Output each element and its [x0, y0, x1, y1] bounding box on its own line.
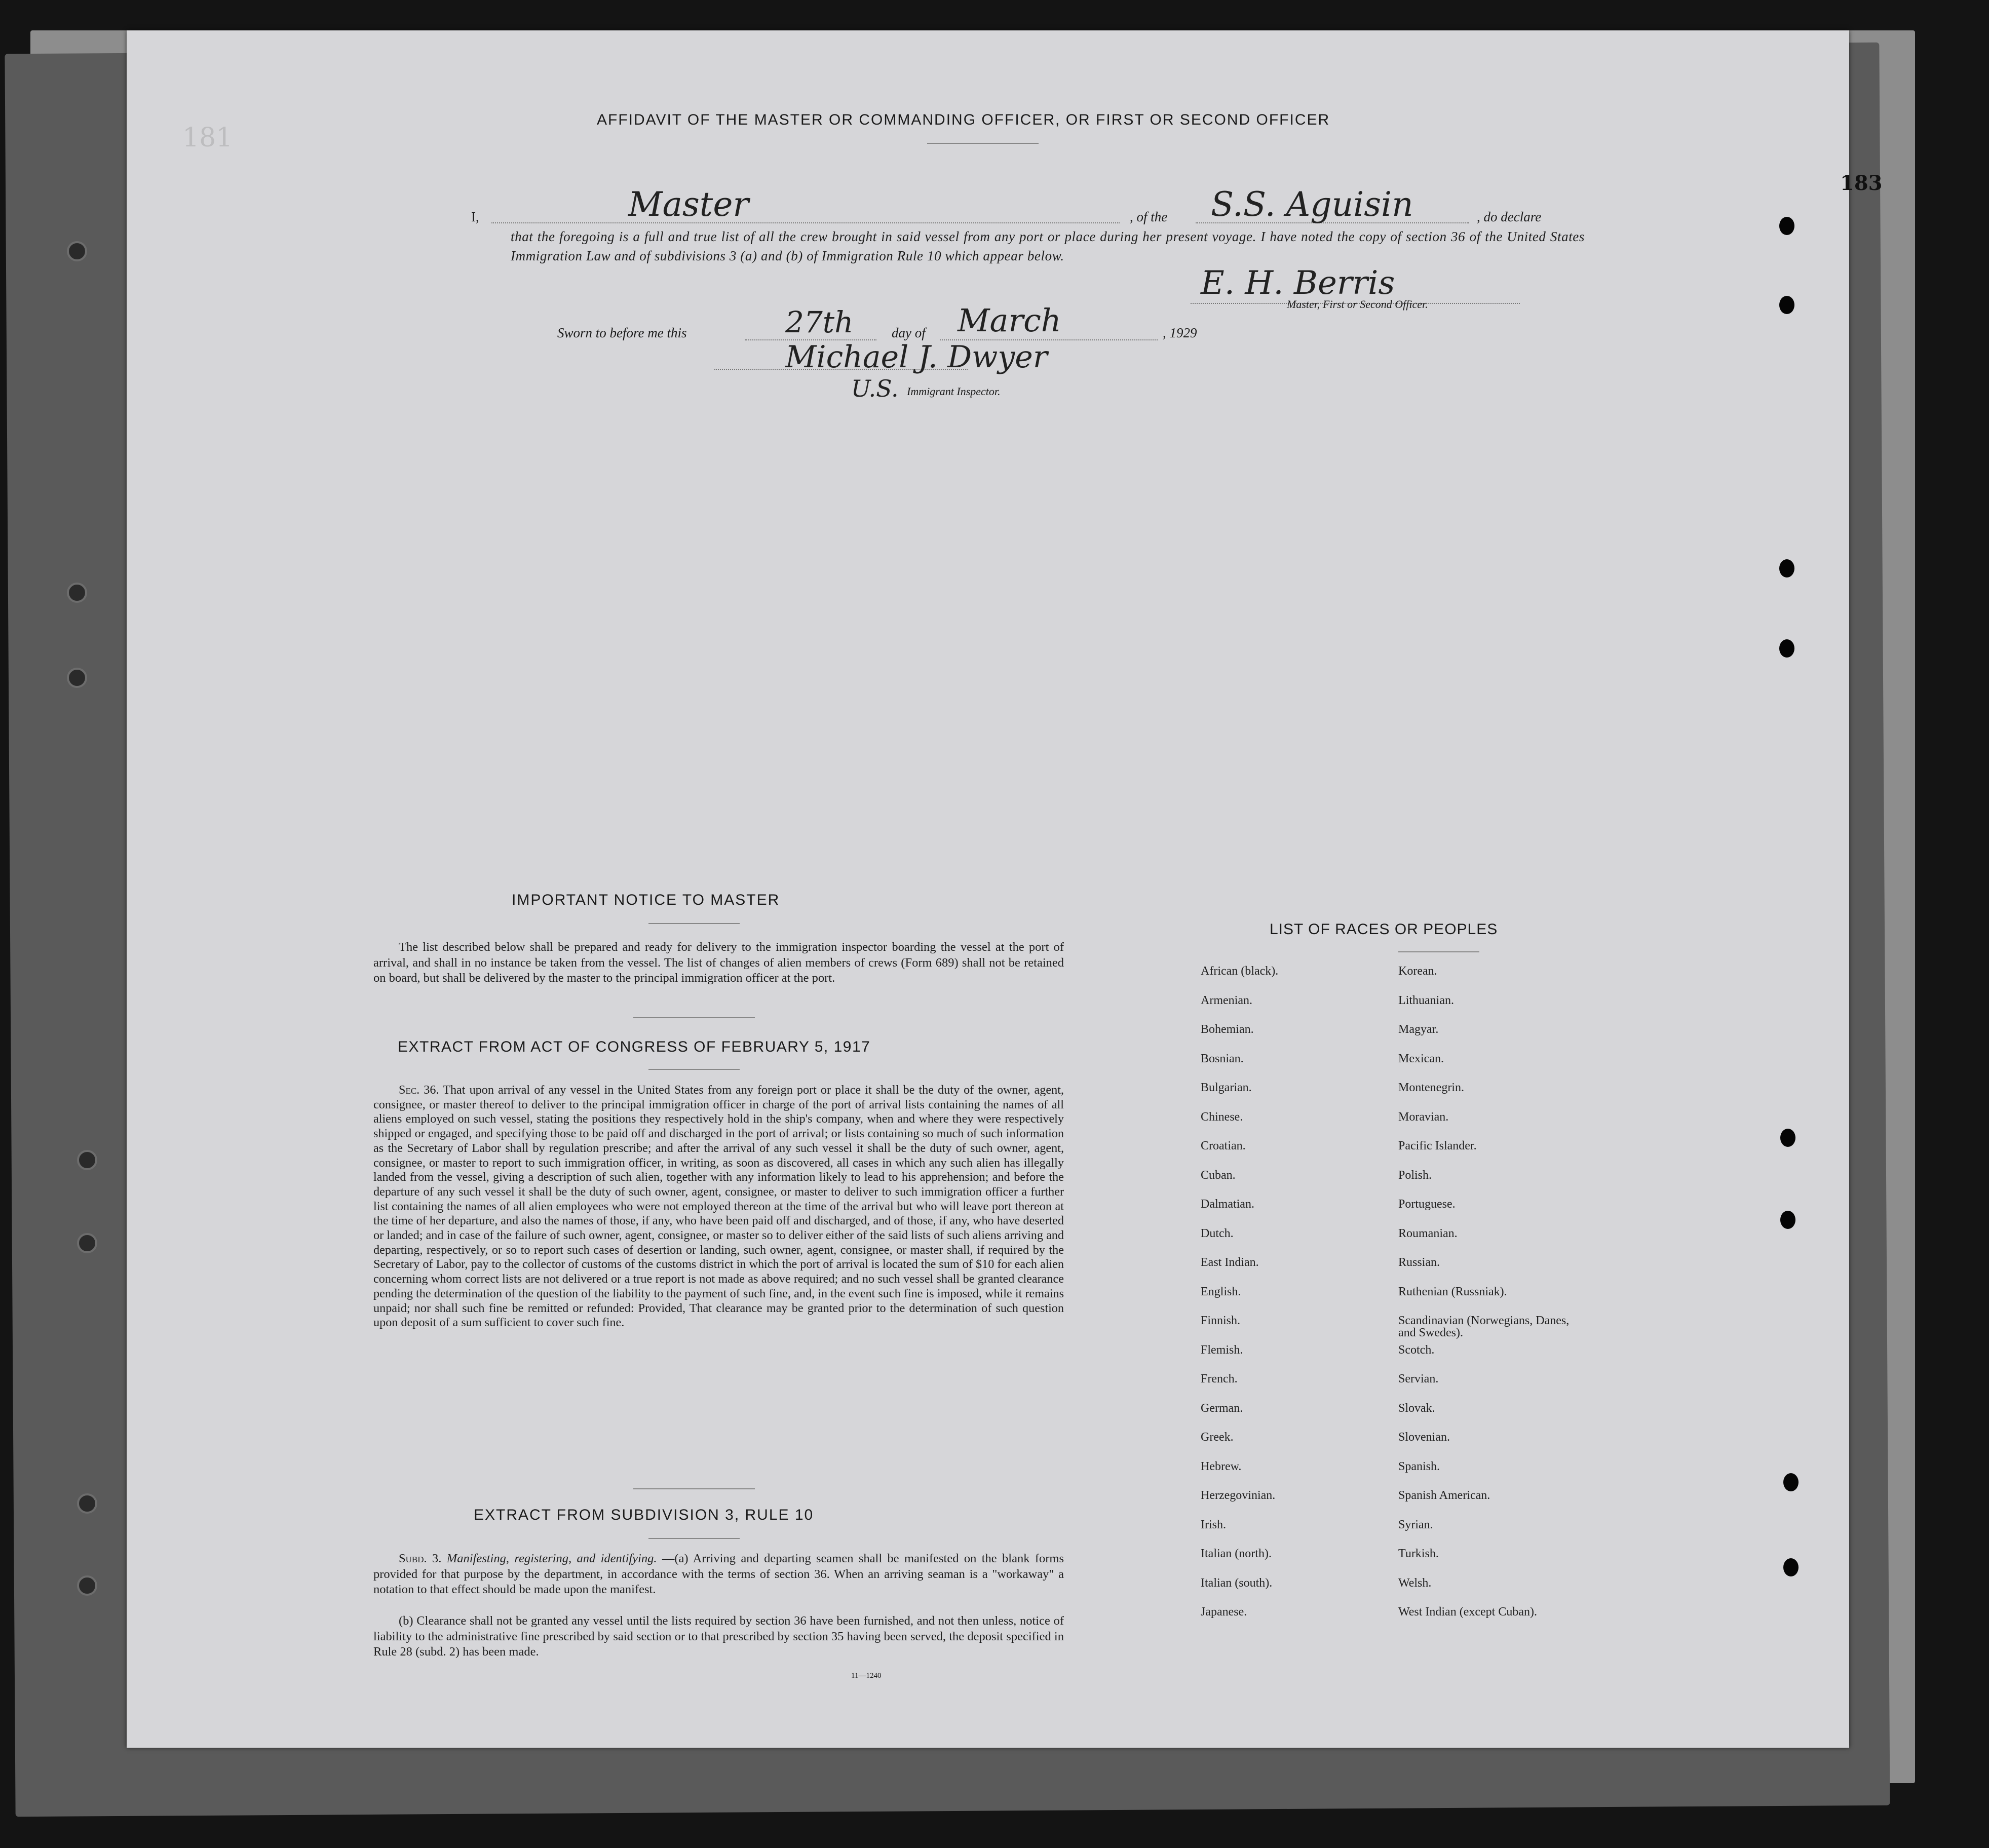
document-page: [127, 30, 1883, 1748]
race-item: Portuguese.: [1398, 1198, 1456, 1211]
extract-act-body: [373, 1083, 1064, 1330]
races-list: [1201, 965, 1707, 1674]
race-item: Syrian.: [1398, 1518, 1433, 1531]
sworn-prefix: Sworn to before me this: [557, 325, 687, 340]
race-item: Italian (south).: [1201, 1576, 1273, 1590]
punch-hole: [1779, 639, 1794, 658]
race-item: Magyar.: [1398, 1023, 1439, 1036]
divider: [1398, 951, 1479, 952]
race-item: Mexican.: [1398, 1052, 1444, 1065]
race-item: Irish.: [1201, 1518, 1226, 1531]
divider: [648, 1538, 740, 1539]
declare-label: , do declare: [1477, 209, 1542, 224]
race-item: Herzegovinian.: [1201, 1489, 1276, 1502]
race-item: German.: [1201, 1401, 1243, 1415]
punch-hole: [77, 1575, 97, 1596]
race-item: Japanese.: [1201, 1605, 1247, 1619]
inspector-caption: Immigrant Inspector.: [907, 385, 1001, 398]
race-item: Slovenian.: [1398, 1431, 1450, 1444]
race-item: Korean.: [1398, 965, 1437, 978]
race-item: Bohemian.: [1201, 1023, 1254, 1036]
punch-hole: [1783, 1558, 1799, 1576]
race-item: Ruthenian (Russniak).: [1398, 1285, 1507, 1298]
notice-title: IMPORTANT NOTICE TO MASTER: [512, 892, 780, 908]
race-item: Finnish.: [1201, 1314, 1241, 1327]
race-item: Dalmatian.: [1201, 1198, 1254, 1211]
notice-body: The list described below shall be prepared and ready for delivery to the immigration inspector boarding the vessel at the port of arrival, and shall in no instance be taken from the vessel. The list of changes of alien members of crews (Form 689) shall not be retained on board, but shall be delivered by the master to the principal immigration officer at the port.: [373, 940, 1064, 985]
race-item: Hebrew.: [1201, 1459, 1242, 1473]
race-item: Slovak.: [1398, 1401, 1435, 1415]
race-item: Greek.: [1201, 1431, 1234, 1444]
race-item: Polish.: [1398, 1168, 1432, 1182]
signature-caption: Master, First or Second Officer.: [1287, 298, 1428, 311]
divider: [633, 1488, 755, 1489]
race-item: Bosnian.: [1201, 1052, 1244, 1065]
subdivision-para-a: —(a) Arriving and departing seamen shall be manifested on the blank forms provided for that purpose by the department, in accordance with the terms of section 36. When an arriving seaman is a "workaway" a notation to that effect should be made upon the manifest.: [373, 1552, 1064, 1596]
punch-hole: [77, 1233, 97, 1253]
punch-hole: [77, 1493, 97, 1514]
race-item: Croatian.: [1201, 1139, 1246, 1152]
race-item: Dutch.: [1201, 1226, 1234, 1240]
handwritten-master: Master: [628, 185, 749, 224]
declaration-prefix: I,: [471, 209, 479, 224]
race-item: Servian.: [1398, 1372, 1439, 1385]
punch-hole: [67, 668, 87, 688]
punch-hole: [77, 1150, 97, 1170]
divider: [648, 1069, 740, 1070]
race-item: Turkish.: [1398, 1547, 1439, 1560]
race-item: Armenian.: [1201, 993, 1252, 1007]
race-item: Scandinavian (Norwegians, Danes, and Swedes).: [1398, 1314, 1570, 1339]
section-label: Sec. 36.: [399, 1083, 439, 1097]
extract-rule-para-b: (b) Clearance shall not be granted any vessel until the lists required by section 36 have been furnished, and not then unless, notice of liability to the administrative fine prescribed by said section or to that prescribed by section 35 having been served, the deposit specified in Rule 28 (subd. 2) has been made.: [373, 1614, 1064, 1659]
handwritten-day: 27th: [785, 305, 854, 339]
section-text: That upon arrival of any vessel in the United States from any foreign port or place it shall be the duty of the owner, agent, consignee, or master thereof to deliver to the principal immigration officer in charge of the port of arrival lists containing the names of all aliens employed on such vessel, stating the positions they respectively hold in the ship's company, when and where they were respectively shipped or engaged, and specifying those to be paid off and discharged in the port of arrival; or lists containing so much of such information as the Secretary of Labor shall by regulation prescribe; and after the arrival of any such vessel it shall be the duty of such owner, agent, consignee, or master to report to such immigration officer, in writing, as soon as discovered, all cases in which any such alien has illegally landed from the vessel, giving a description of such alien, together with any information likely to lead to his apprehension; and before the departure of any such vessel it shall be the duty of such owner, agent, consignee, or master to deliver to such immigration officer a further list containing the names of all alien employees who were not employed thereon at the time of the arrival but who will leave port thereon at the time of her departure, and also the names of those, if any, who have been paid off and discharged, and of those, if any, who have deserted or landed; and in case of the failure of such owner, agent, consignee, or master so to deliver either of the said lists of such aliens arriving and departing, respectively, or so to report such cases of desertion or landing, such owner, agent, consignee, or master shall, if required by the Secretary of Labor, pay to the collector of customs of the customs district in which the port of arrival is located the sum of $10 for each alien concerning whom correct lists are not delivered or a true report is not made as above required; and no such vessel shall be granted clearance pending the determination of the question of the liability to the payment of such fine, and, in the event such fine is imposed, while it remains unpaid; nor shall such fine be remitted or refunded: Provided, That clearance may be granted prior to the determination of such question upon deposit of a sum sufficient to cover such fine.: [373, 1083, 1064, 1330]
punch-hole: [1780, 1211, 1795, 1229]
punch-hole: [1779, 559, 1794, 578]
punch-hole: [1779, 217, 1794, 235]
race-item: Bulgarian.: [1201, 1081, 1252, 1094]
race-item: Roumanian.: [1398, 1226, 1458, 1240]
divider: [648, 923, 740, 924]
race-item: Spanish American.: [1398, 1489, 1490, 1502]
form-code: 11—1240: [851, 1672, 882, 1680]
of-the-label: , of the: [1130, 209, 1168, 224]
handwritten-us: U.S.: [851, 375, 899, 402]
race-item: West Indian (except Cuban).: [1398, 1605, 1537, 1619]
race-item: Italian (north).: [1201, 1547, 1272, 1560]
race-item: Pacific Islander.: [1398, 1139, 1477, 1152]
race-item: Scotch.: [1398, 1343, 1435, 1357]
race-item: Cuban.: [1201, 1168, 1236, 1182]
extract-rule-para-a: [373, 1551, 1064, 1598]
divider: [927, 143, 1039, 144]
race-item: Montenegrin.: [1398, 1081, 1464, 1094]
handwritten-vessel: S.S. Aguisin: [1211, 185, 1413, 224]
day-of-label: day of: [892, 325, 926, 340]
extract-act-title: EXTRACT FROM ACT OF CONGRESS OF FEBRUARY 5, 1917: [398, 1038, 871, 1055]
race-item: Spanish.: [1398, 1459, 1440, 1473]
extract-rule-title: EXTRACT FROM SUBDIVISION 3, RULE 10: [474, 1507, 814, 1523]
affidavit-body: that the foregoing is a full and true list of all the crew brought in said vessel from any port or place during her present voyage. I have noted the copy of section 36 of the United States Immigration Law and of subdivisions 3 (a) and (b) of Immigration Rule 10 which appear below.: [511, 229, 1585, 263]
divider: [633, 1017, 755, 1018]
punch-hole: [1780, 1129, 1795, 1147]
name-field-line: [491, 222, 1120, 223]
handwritten-month: March: [958, 302, 1061, 339]
affidavit-declaration-line: [471, 185, 1596, 230]
race-item: Welsh.: [1398, 1576, 1432, 1590]
subdivision-label: Subd. 3.: [399, 1552, 442, 1565]
page-number: 183: [1840, 171, 1883, 195]
race-item: Moravian.: [1398, 1110, 1449, 1124]
subdivision-heading: Manifesting, registering, and identifying.: [446, 1552, 657, 1565]
race-item: Russian.: [1398, 1256, 1440, 1269]
race-item: Chinese.: [1201, 1110, 1243, 1124]
race-item: East Indian.: [1201, 1256, 1259, 1269]
race-item: Flemish.: [1201, 1343, 1243, 1357]
bleed-through-number: 181: [182, 123, 233, 153]
race-item: English.: [1201, 1285, 1241, 1298]
punch-hole: [1783, 1473, 1799, 1491]
punch-hole: [67, 583, 87, 603]
race-item: African (black).: [1201, 965, 1279, 978]
race-item: French.: [1201, 1372, 1238, 1385]
handwritten-inspector-signature: Michael J. Dwyer: [785, 339, 1048, 375]
affidavit-title: AFFIDAVIT OF THE MASTER OR COMMANDING OFFICER, OR FIRST OR SECOND OFFICER: [597, 111, 1330, 128]
race-item: Lithuanian.: [1398, 993, 1454, 1007]
races-title: LIST OF RACES OR PEOPLES: [1270, 921, 1498, 938]
handwritten-signature-master: E. H. Berris: [1201, 264, 1395, 302]
punch-hole: [67, 241, 87, 261]
year: , 1929: [1163, 325, 1197, 340]
punch-hole: [1779, 296, 1794, 314]
